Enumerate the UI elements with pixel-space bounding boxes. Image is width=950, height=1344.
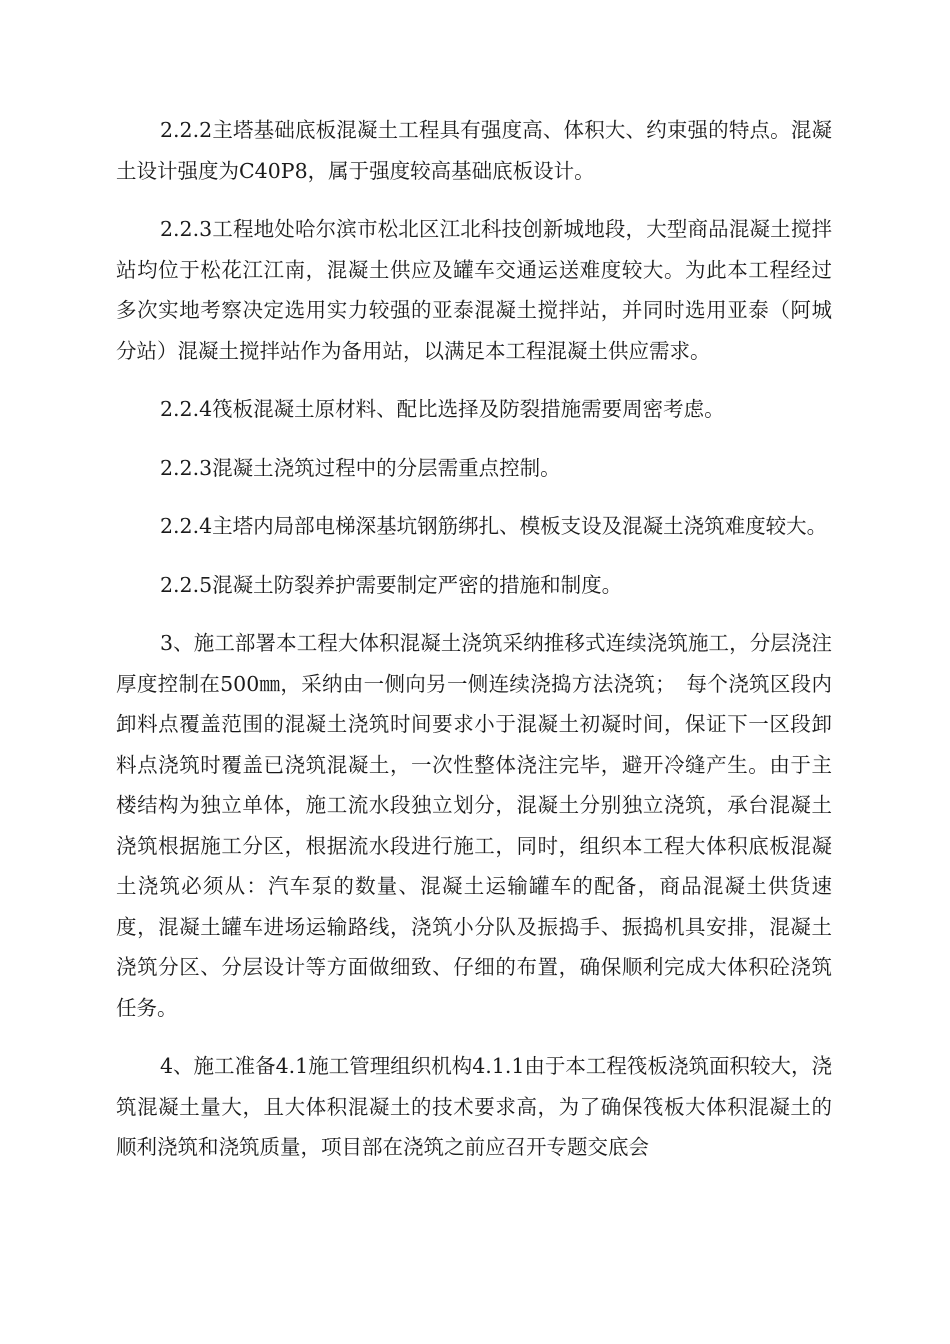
document-body <box>116 110 832 1186</box>
paragraph-2-2-4: 2.2.4筏板混凝土原材料、配比选择及防裂措施需要周密考虑。 <box>160 397 725 421</box>
paragraph-3-construction-deployment: 3、施工部署本工程大体积混凝土浇筑采纳推移式连续浇筑施工，分层浇注厚度控制在500㎜，采纳由一侧向另一侧连续浇捣方法浇筑； 每个浇筑区段内卸料点覆盖范围的混凝土浇筑时间要求小于混凝土初凝时间，保证下一区段卸料点浇筑时覆盖已浇筑混凝土，一次性整体浇注完毕，避开冷缝产生。由于主楼结构为独立单体，施工流水段独立划分，混凝土分别独立浇筑，承台混凝土浇筑根据施工分区，根据流水段进行施工，同时，组织本工程大体积底板混凝土浇筑必须从：汽车泵的数量、混凝土运输罐车的配备，商品混凝土供货速度，混凝土罐车进场运输路线，浇筑小分队及振捣手、振捣机具安排，混凝土浇筑分区、分层设计等方面做细致、仔细的布置，确保顺利完成大体积砼浇筑任务。 <box>116 631 832 1020</box>
paragraph-2-2-4-elevator-pit: 2.2.4主塔内局部电梯深基坑钢筋绑扎、模板支设及混凝土浇筑难度较大。 <box>160 514 828 538</box>
paragraph-2-2-3: 2.2.3工程地处哈尔滨市松北区江北科技创新城地段，大型商品混凝土搅拌站均位于松花江江南，混凝土供应及罐车交通运送难度较大。为此本工程经过多次实地考察决定选用实力较强的亚泰混凝土搅拌站，并同时选用亚泰（阿城分站）混凝土搅拌站作为备用站，以满足本工程混凝土供应需求。 <box>116 217 832 363</box>
paragraph-2-2-5: 2.2.5混凝土防裂养护需要制定严密的措施和制度。 <box>160 572 623 597</box>
paragraph-2-2-3-layering: 2.2.3混凝土浇筑过程中的分层需重点控制。 <box>160 455 561 480</box>
paragraph-2-2-2: 2.2.2主塔基础底板混凝土工程具有强度高、体积大、约束强的特点。混凝土设计强度为C40P8，属于强度较高基础底板设计。 <box>116 118 832 183</box>
paragraph-4-construction-preparation: 4、施工准备4.1施工管理组织机构4.1.1由于本工程筏板浇筑面积较大，浇筑混凝土量大，且大体积混凝土的技术要求高，为了确保筏板大体积混凝土的顺利浇筑和浇筑质量，项目部在浇筑之前应召开专题交底会 <box>116 1054 832 1159</box>
